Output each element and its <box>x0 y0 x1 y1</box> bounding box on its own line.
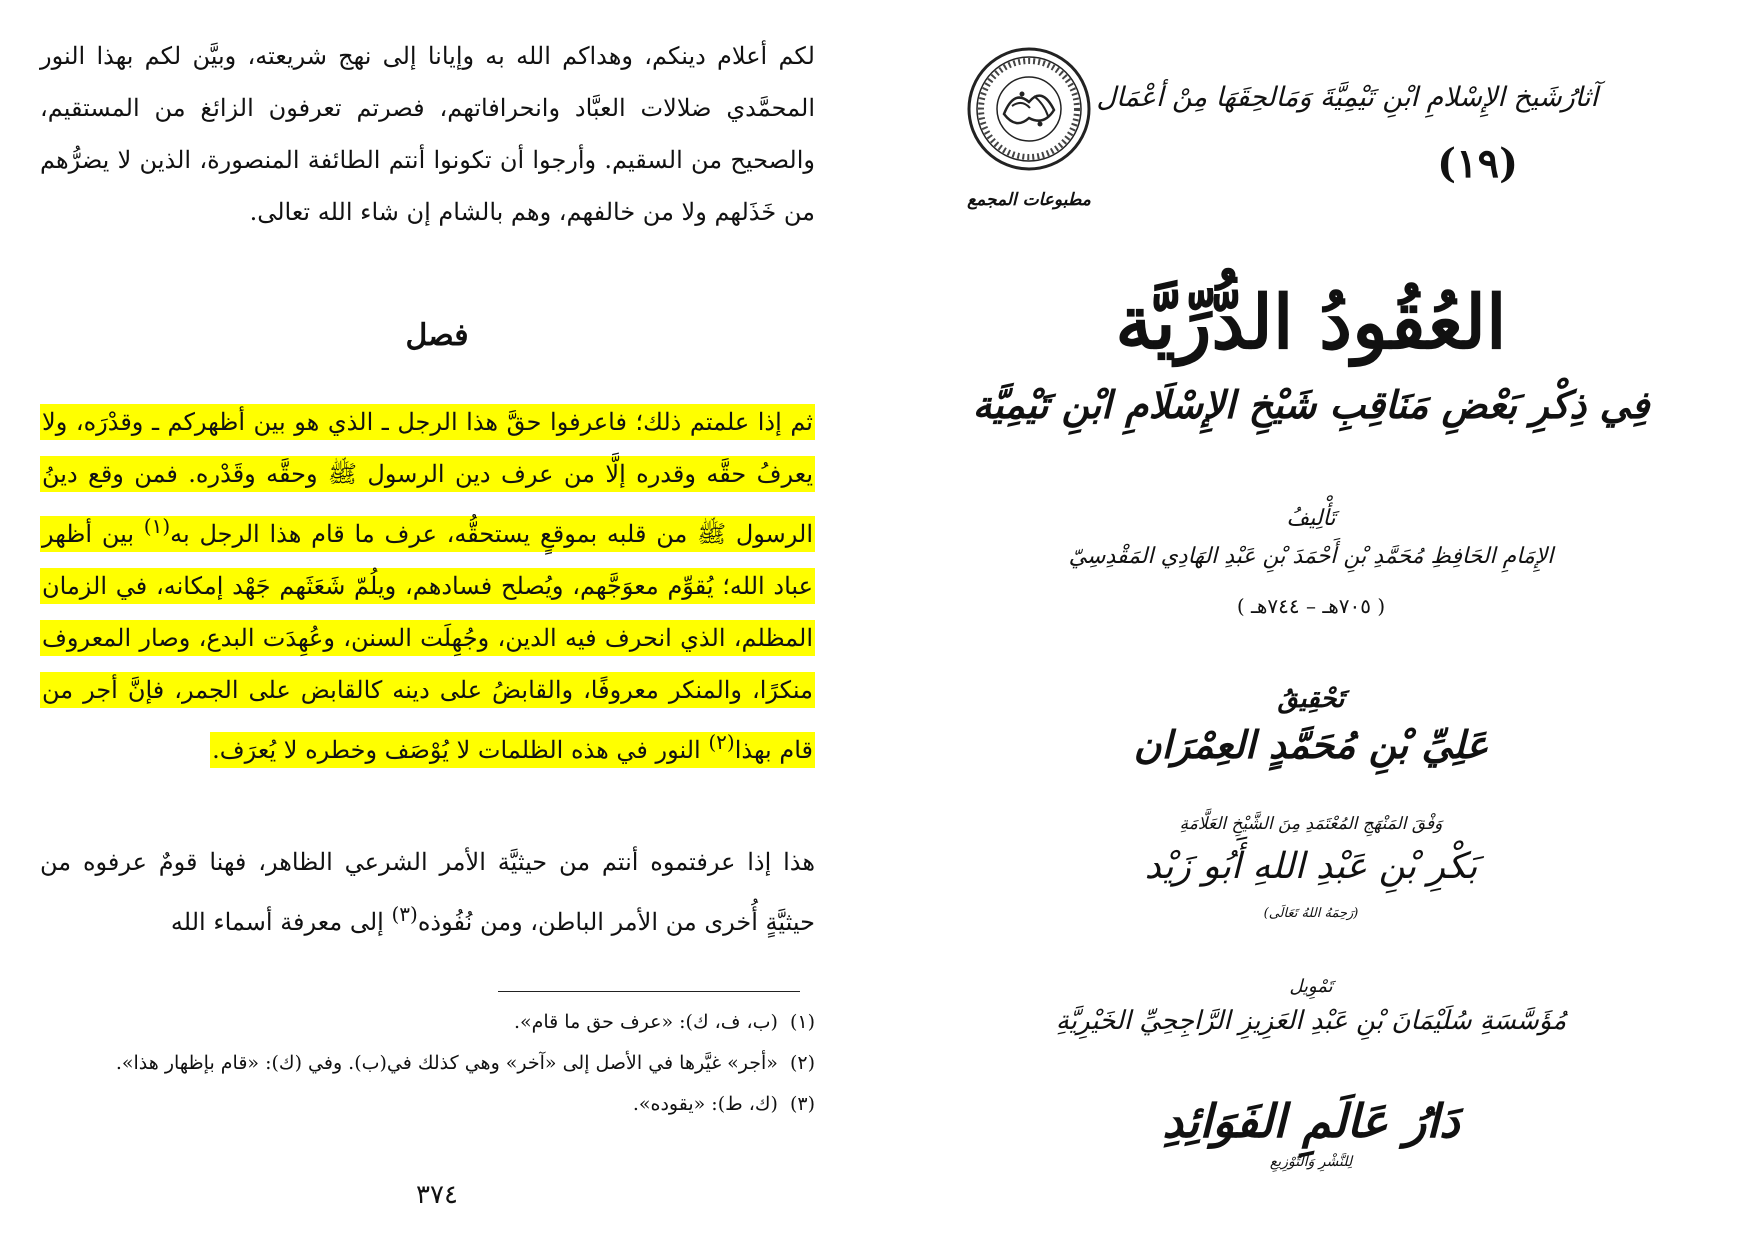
footnotes <box>40 1002 815 1125</box>
footnote-number: (٢) <box>789 1052 815 1074</box>
footnote-ref-2: (٢) <box>708 730 735 754</box>
title-page <box>874 0 1748 1240</box>
footnote-number: (١) <box>789 1011 815 1033</box>
seal-caption: مطبوعات المجمع <box>967 190 1091 210</box>
footnote-ref-1: (١) <box>143 514 171 538</box>
footnote-2 <box>40 1043 815 1084</box>
highlight-text-part-1: ثم إذا علمتم ذلك؛ فاعرفوا حقَّ هذا الرجل ـ الذي هو بين أظهركم ـ وقدْرَه، ولا يعرفُ حقَّه وقدره إلَّا من عرف دين الرسول ﷺ وحقَّه وقَدْره. فمن وقع دينُ الرسول ﷺ من قلبه بموقعٍ يستحقُّه، عرف ما قام هذا الرجل به <box>42 408 813 548</box>
book-title: العُقُودُ الدُّرِّيَّة <box>1115 280 1507 366</box>
footnote-text: (ك، ط): «يقوده». <box>632 1093 778 1115</box>
editor-name: عَلِيِّ بْنِ مُحَمَّدٍ العِمْرَان <box>1133 722 1489 767</box>
footnote-text: «أجر» غيَّرها في الأصل إلى «آخر» وهي كذلك في(ب). وفي (ك): «قام بإظهار هذا». <box>115 1052 778 1074</box>
method-rahimahu: (رَحِمَهُ اللهُ تَعَالَى) <box>1263 906 1359 921</box>
footnote-divider <box>498 991 800 992</box>
section-heading: فصل <box>405 318 469 353</box>
after-text-part-2: إلى معرفة أسماء الله <box>170 908 392 936</box>
funding-label: تَمْوِيل <box>1289 976 1333 997</box>
author-name: الإِمَامِ الحَافِظِ مُحَمَّدِ بْنِ أَحْمَدَ بْنِ عَبْدِ الهَادِي المَقْدِسِيّ <box>1068 544 1554 569</box>
method-note: وَفْقَ المَنْهَجِ المُعْتَمَدِ مِنَ الشَّيْخِ العَلَّامَةِ <box>1179 814 1443 834</box>
highlight-text-part-2: بين أظهر عباد الله؛ يُقوِّم معوَجَّهم، ويُصلح فسادهم، ويلُمّ شَعَثَهم جَهْد إمكانه، في الزمان المظلم، الذي انحرف فيه الدين، وجُهِلَت السنن، وعُهِدَت البدع، وصار المعروف منكرًا، والمنكر معروفًا، والقابضُ على دينه كالقابض على الجمر، فإنَّ أجر من قام بهذا <box>42 520 814 764</box>
footnote-text: (ب، ف، ك): «عرف حق ما قام». <box>513 1011 778 1033</box>
page-number: ٣٧٤ <box>416 1180 458 1210</box>
authored-by-label: تَأْلِيفُ <box>1286 506 1336 531</box>
edited-by-label: تَحْقِيقُ <box>1277 684 1345 714</box>
footnote-number: (٣) <box>789 1093 815 1115</box>
highlighted-paragraph <box>40 396 815 776</box>
foundation-name: مُؤَسَّسَةِ سُلَيْمَانَ بْنِ عَبْدِ العَزِيزِ الرَّاجِحِيِّ الخَيْرِيَّةِ <box>1055 1006 1567 1036</box>
paragraph-top: لكم أعلام دينكم، وهداكم الله به وإيانا إلى نهج شريعته، وبيَّن لكم بهذا النور المحمَّدي ضلالات العبَّاد وانحرافاتهم، فصرتم تعرفون الزائغ من المستقيم، والصحيح من السقيم. وأرجوا أن تكونوا أنتم الطائفة المنصورة، الذين لا يضرُّهم من خَذَلهم ولا من خالفهم، وهم بالشام إن شاء الله تعالى. <box>40 42 815 226</box>
footnote-1 <box>40 1002 815 1043</box>
method-scholar-name: بَكْرِ بْنِ عَبْدِ اللهِ أَبُو زَيْد <box>1144 846 1478 887</box>
footnote-3 <box>40 1084 815 1125</box>
series-number: (١٩) <box>1437 140 1518 187</box>
book-subtitle: فِي ذِكْرِ بَعْضِ مَنَاقِبِ شَيْخِ الإِسْلَامِ ابْنِ تَيْمِيَّة <box>972 382 1650 427</box>
publisher-name: دَارُ عَالَمِ الفَوَائِدِ <box>1162 1094 1460 1148</box>
author-dates: ( ٧٠٥هـ – ٧٤٤هـ ) <box>1236 594 1386 618</box>
series-title: آثارُشَيخ الإِسْلامِ ابْنِ تَيْمِيَّةَ وَمَالحِقَهَا مِنْ أعْمَال <box>1096 82 1598 113</box>
publisher-seal-icon <box>964 44 1094 174</box>
paragraph-after <box>40 836 815 948</box>
publisher-tagline: لِلنَّشْرِ وَالتَّوْزِيعِ <box>1269 1154 1353 1170</box>
highlight-text-part-3: النور في هذه الظلمات لا يُوْصَف وخطره لا يُعرَف. <box>212 736 709 764</box>
after-text-part-1: هذا إذا عرفتموه أنتم من حيثيَّة الأمر الشرعي الظاهر، فهنا قومٌ عرفوه من حيثيَّةٍ أُخرى من الأمر الباطن، ومن نُفُوذه <box>40 848 815 936</box>
footnote-ref-3: (٣) <box>391 902 418 926</box>
